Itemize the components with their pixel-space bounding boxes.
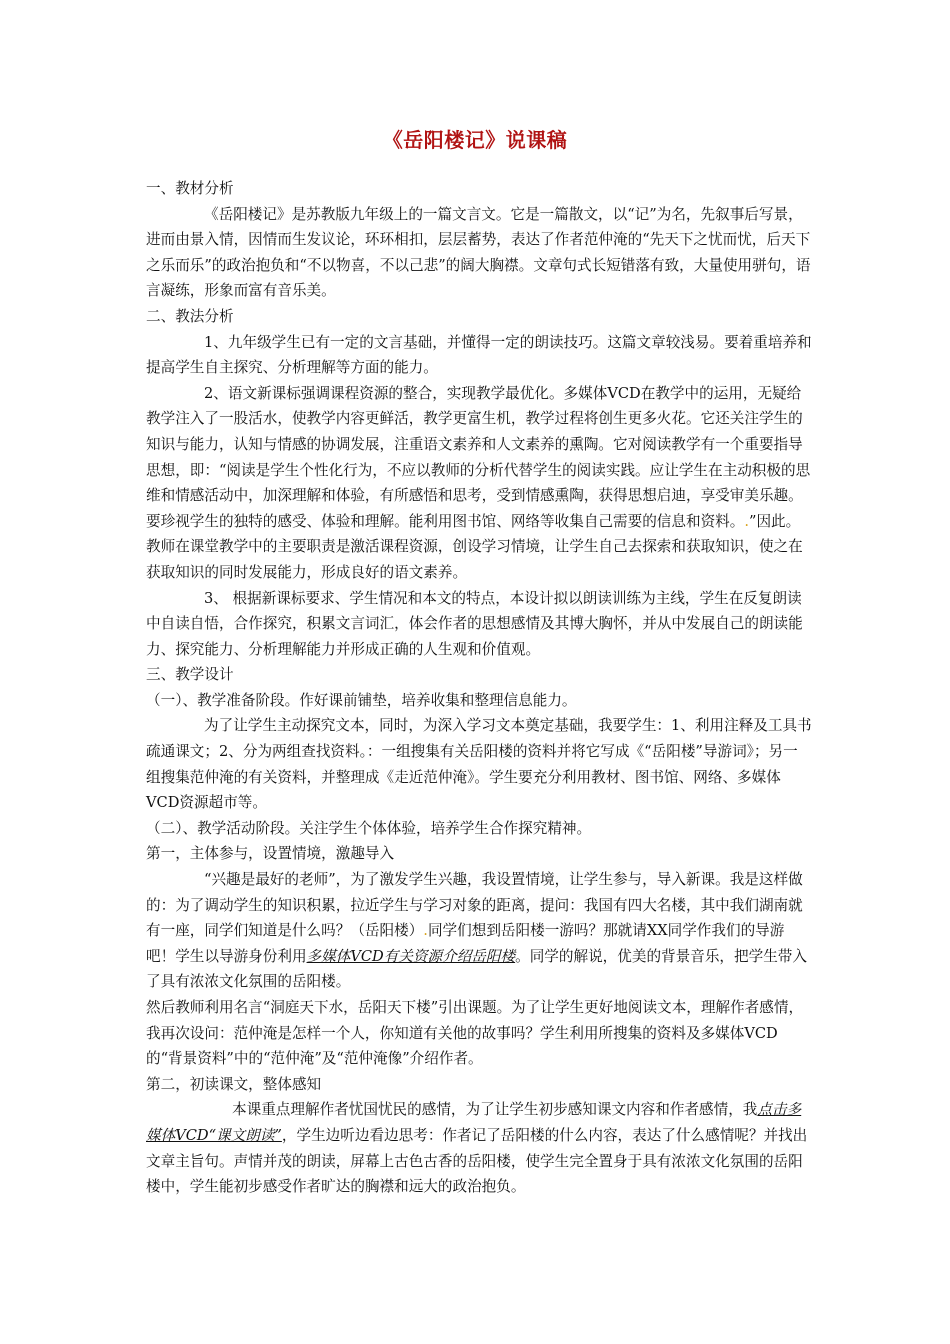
section-heading-1: 一、教材分析 [146, 180, 234, 197]
section-heading-2: 二、教法分析 [146, 307, 234, 325]
paragraph-textbook-analysis: 《岳阳楼记》是苏教版九年级上的一篇文言文。它是一篇散文，以“记”为名，先叙事后写景，进而由景入情，因情而生发议论，环环相扣，层层蓄势，表达了作者范仲淹的“先天下之忧而忧，后天下之乐而乐”的政治抱负和“不以物喜，不以己悲”的阔大胸襟。文章句式长短错落有致，大量使用骈句，语言凝练，形象而富有音乐美。 [146, 205, 811, 300]
paragraph-method-3: 3、 根据新课标要求、学生情况和本文的特点，本设计拟以朗读训练为主线，学生在反复朗读中自读自悟，合作探究，积累文言词汇，体会作者的思想感情及其博大胸怀，并从中发展自己的朗读能力、探究能力、分析理解能力并形成正确的人生观和价值观。 [146, 589, 803, 658]
paragraph-method-2-part1: 2、语文新课标强调课程资源的整合，实现教学最优化。多媒体VCD在教学中的运用，无疑给教学注入了一股活水，使教学内容更鲜活，教学更富生机，教学过程将创生更多火花。它还关注学生的知识与能力，认知与情感的协调发展，注重语文素养和人文素养的熏陶。它对阅读教学有一个重要指导思想，即：“阅读是学生个性化行为，不应以教师的分析代替学生的阅读实践。应让学生在主动积极的思维和情感活动中，加深理解和体验，有所感悟和思考，受到情感熏陶，获得思想启迪，享受审美乐趣。要珍视学生的独特的感受、体验和理解。能利用图书馆、网络等收集自己需要的信息和资料。 [146, 384, 811, 530]
paragraph-first-reading [146, 1097, 812, 1199]
step-heading-2: 第二，初读课文，整体感知 [146, 1075, 322, 1093]
subheading-activity: （二）、教学活动阶段。关注学生个体体验，培养学生合作探究精神。 [146, 819, 592, 837]
underlined-phrase: 多媒体VCD有关资源介绍岳阳楼 [306, 947, 516, 965]
document-body [146, 176, 812, 1200]
paragraph-intro-part3: 。同学的解说，优美的背景音乐，把学生带入了具有浓浓文化氛围的岳阳楼。 [146, 947, 807, 991]
paragraph-intro-part1: “兴趣是最好的老师”，为了激发学生兴趣，我设置情境，让学生参与，导入新课。我是这样做的：为了调动学生的知识积累，拉近学生与学习对象的距离，提问：我国有四大名楼，其中我们湖南就有一座，同学们知道是什么吗？（岳阳楼） [146, 871, 803, 940]
paragraph-intro-part2: 同学们想到岳阳楼一游吗？那就请XX同学作我们的导游吧！学生以导游身份利用 [146, 922, 785, 965]
subheading-prep: （一）、教学准备阶段。作好课前铺垫，培养收集和整理信息能力。 [146, 691, 577, 709]
mark-dot: . [423, 922, 428, 940]
step-heading-1: 第一，主体参与，设置情境，激趣导入 [146, 845, 395, 863]
paragraph-first-reading-part2: ，学生边听边看边思考：作者记了岳阳楼的什么内容，表达了什么感情呢？并找出文章主旨句。声情并茂的朗读，屏幕上古色古香的岳阳楼，使学生完全置身于具有浓浓文化氛围的岳阳楼中，学生能初步感受作者旷达的胸襟和远大的政治抱负。 [146, 1126, 808, 1196]
paragraph-method-2-part2: ”因此。教师在课堂教学中的主要职责是激活课程资源，创设学习情境，让学生自己去探索和获取知识，使之在获取知识的同时发展能力，形成良好的语文素养。 [146, 512, 803, 581]
document-title: 《岳阳楼记》说课稿 [382, 128, 568, 152]
paragraph-title-lead: 然后教师利用名言“洞庭天下水，岳阳天下楼”引出课题。为了让学生更好地阅读文本，理解作者感情，我再次设问：范仲淹是怎样一个人，你知道有关他的故事吗？学生利用所搜集的资料及多媒体VCD的“背景资料”中的“范仲淹”及“范仲淹像”介绍作者。 [146, 999, 804, 1068]
paragraph-method-1: 1、九年级学生已有一定的文言基础，并懂得一定的朗读技巧。这篇文章较浅易。要着重培养和提高学生自主探究、分析理解等方面的能力。 [146, 333, 812, 377]
underlined-phrase: 点击多媒体VCD“课文朗读” [146, 1101, 802, 1144]
paragraph-intro [146, 867, 812, 995]
paragraph-method-2 [146, 381, 812, 586]
paragraph-first-reading-part1: 本课重点理解作者忧国忧民的感情，为了让学生初步感知课文内容和作者感情，我 [232, 1101, 758, 1119]
section-heading-3: 三、教学设计 [146, 666, 234, 684]
mark-dot: . [744, 512, 749, 530]
paragraph-prep: 为了让学生主动探究文本，同时，为深入学习文本奠定基础，我要学生：1、利用注释及工具书疏通课文；2、分为两组查找资料。：一组搜集有关岳阳楼的资料并将它写成《“岳阳楼”导游词》；另一组搜集范仲淹的有关资料，并整理成《走近范仲淹》。学生要充分利用教材、图书馆、网络、多媒体VCD资源超市等。 [146, 717, 812, 812]
